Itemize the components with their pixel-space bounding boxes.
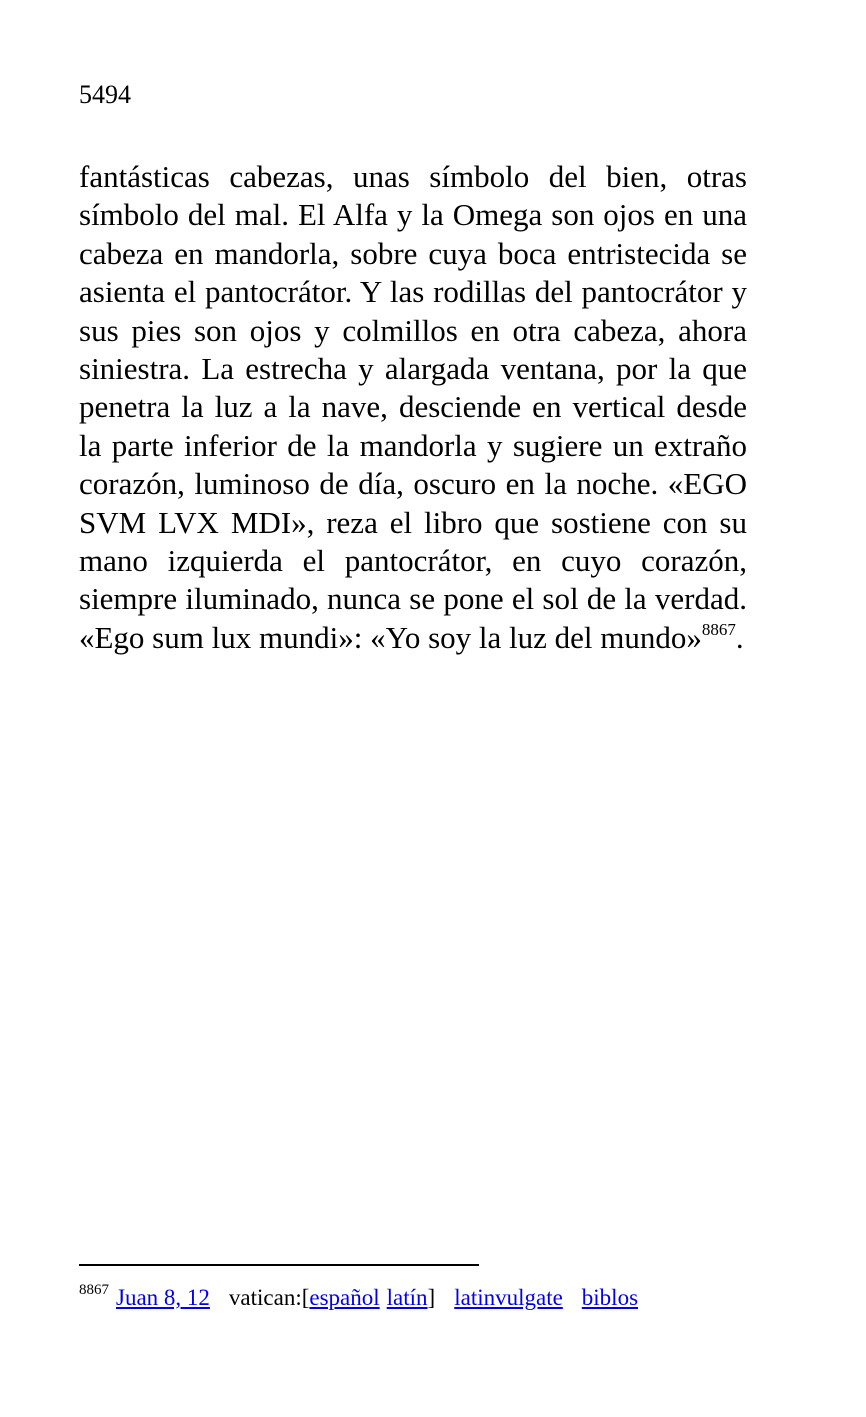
body-trailing-punctuation: .	[735, 619, 744, 655]
footnote-link-biblos[interactable]: biblos	[581, 1285, 639, 1310]
vatican-label: vatican:[	[228, 1285, 310, 1310]
body-text: fantásticas cabezas, unas símbolo del bien, otras símbolo del mal. El Alfa y la Omega son ojos en una cabeza en mandorla, sobre cuya boca entristecida se asienta el pantocrátor. Y las rodillas del pantocrátor y sus pies son ojos y colmillos en otra cabeza, ahora siniestra. La estrecha y alargada ventana, por la que penetra la luz a la nave, desciende en vertical desde la parte inferior de la mandorla y sugiere un extraño corazón, luminoso de día, oscuro en la noche. «EGO SVM LVX MDI», reza el libro que sostiene con su mano izquierda el pantocrátor, en cuyo corazón, siempre iluminado, nunca se pone el sol de la verdad. «Ego sum lux mundi»: «Yo soy la luz del mundo»	[79, 159, 747, 655]
vatican-bracket-close: ]	[427, 1285, 436, 1310]
page-number: 5494	[79, 80, 131, 109]
footnote-link-latinvulgate[interactable]: latinvulgate	[454, 1285, 563, 1310]
footnote-link-juan[interactable]: Juan 8, 12	[116, 1285, 210, 1310]
footnote-link-espanol[interactable]: español	[309, 1285, 380, 1310]
footnote	[79, 1283, 779, 1313]
footnote-link-latin[interactable]: latín	[386, 1285, 428, 1310]
footnote-divider	[79, 1264, 479, 1266]
body-paragraph	[79, 158, 747, 657]
footnote-reference[interactable]: 8867	[701, 619, 736, 639]
footnote-number: 8867	[79, 1282, 109, 1299]
